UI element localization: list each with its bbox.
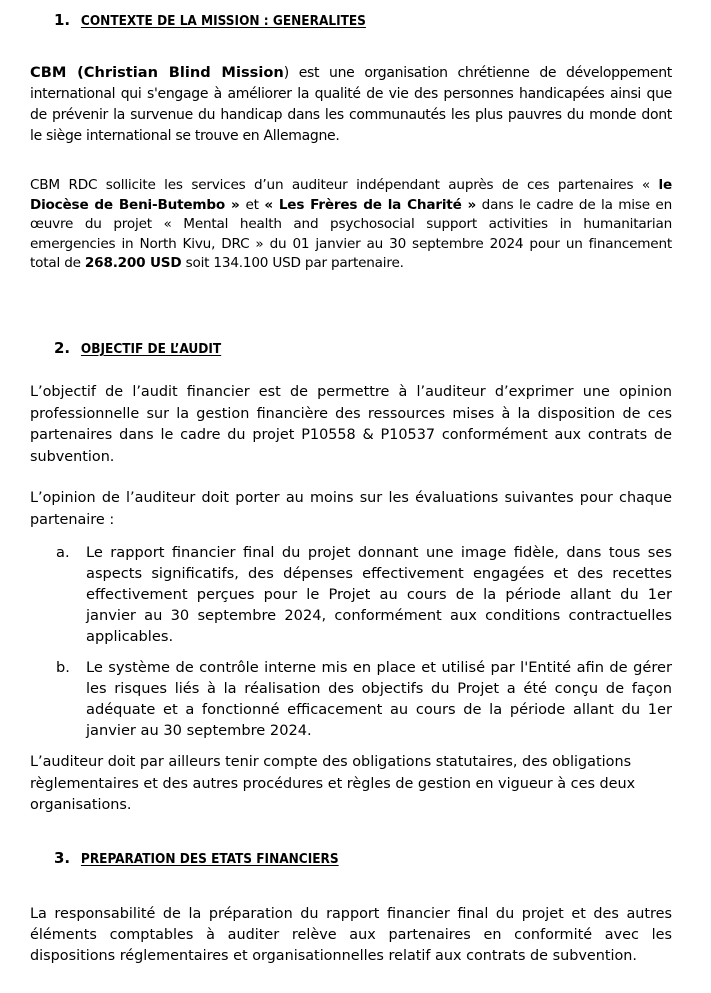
section-2-title: OBJECTIF DE L’AUDIT — [80, 341, 222, 357]
p2-bold-amount: 268.200 USD — [84, 255, 182, 271]
list-item-text-b: Le système de contrôle interne mis en place et utilisé par l'Entité afin de gérer les risques liés à la réalisation des objectifs du Projet a été conçu de façon adéquate et a fonctionné efficacement au cours de la période allant du 1er janvier au 30 septembre 2024. — [86, 659, 672, 739]
section-1-number: 1. — [54, 11, 71, 29]
section-1-title: CONTEXTE DE LA MISSION : GENERALITES — [80, 13, 366, 29]
section-3-number: 3. — [54, 849, 71, 867]
section-1-paragraph-2 — [30, 176, 672, 274]
list-item — [56, 657, 672, 741]
section-3-heading — [54, 848, 339, 869]
list-marker-a: a. — [56, 544, 70, 561]
p2-text-1: CBM RDC sollicite les services d’un auditeur indépendant auprès de ces partenaires « — [30, 177, 659, 193]
p2-bold-freres: « Les Frères de la Charité » — [264, 196, 477, 213]
cbm-name: CBM (Christian Blind Mission — [30, 64, 284, 81]
evaluation-list — [56, 542, 672, 741]
p2-text-4: soit 134.100 USD par partenaire. — [181, 255, 404, 271]
list-marker-b: b. — [56, 659, 70, 676]
section-1-heading — [54, 10, 366, 31]
section-3-title: PREPARATION DES ETATS FINANCIERS — [80, 851, 339, 867]
section-2-paragraph-2: L’opinion de l’auditeur doit porter au moins sur les évaluations suivantes pour chaque partenaire : — [30, 490, 672, 528]
list-item — [56, 542, 672, 647]
p2-text-3: dans le cadre de la mise en œuvre du projet « Mental health and psychosocial support activities in humanitarian emergencies in North Kivu, DRC » du 01 janvier au 30 septembre 2024 pour un financement total de — [30, 196, 673, 271]
section-1-paragraph-1 — [30, 62, 672, 147]
section-1-paragraph-1-text: ) est une organisation chrétienne de développement international qui s'engage à améliorer la qualité de vie des personnes handicapées ainsi que de prévenir la survenue du handicap dans les communautés les plus pauvres du monde dont le siège international se trouve en Allemagne. — [30, 65, 672, 144]
section-2-heading — [54, 338, 221, 359]
list-item-text-a: Le rapport financier final du projet donnant une image fidèle, dans tous ses aspects significatifs, des dépenses effectivement engagées et des recettes effectivement perçues pour le Projet au cours de la période allant du 1er janvier au 30 septembre 2024, conformément aux conditions contractuelles applicables. — [86, 544, 672, 645]
section-2-paragraph-3: L’auditeur doit par ailleurs tenir compte des obligations statutaires, des obligations règlementaires et des autres procédures et règles de gestion en vigueur à ces deux organisations. — [30, 754, 636, 813]
p2-text-2: et — [245, 196, 265, 213]
section-3-paragraph-1: La responsabilité de la préparation du rapport financier final du projet et des autres éléments comptables à auditer relève aux partenaires en conformité avec les dispositions réglementaires et organisationnelles relatif aux contrats de subvention. — [30, 906, 672, 964]
section-2-paragraph-1: L’objectif de l’audit financier est de permettre à l’auditeur d’exprimer une opinion professionnelle sur la gestion financière des ressources mises à la disposition de ces partenaires dans le cadre du projet P10558 & P10537 conformément aux contrats de subvention. — [30, 384, 672, 465]
p2-bold-diocese: le Diocèse de Beni-Butembo » — [30, 177, 672, 213]
section-2-number: 2. — [54, 339, 71, 357]
